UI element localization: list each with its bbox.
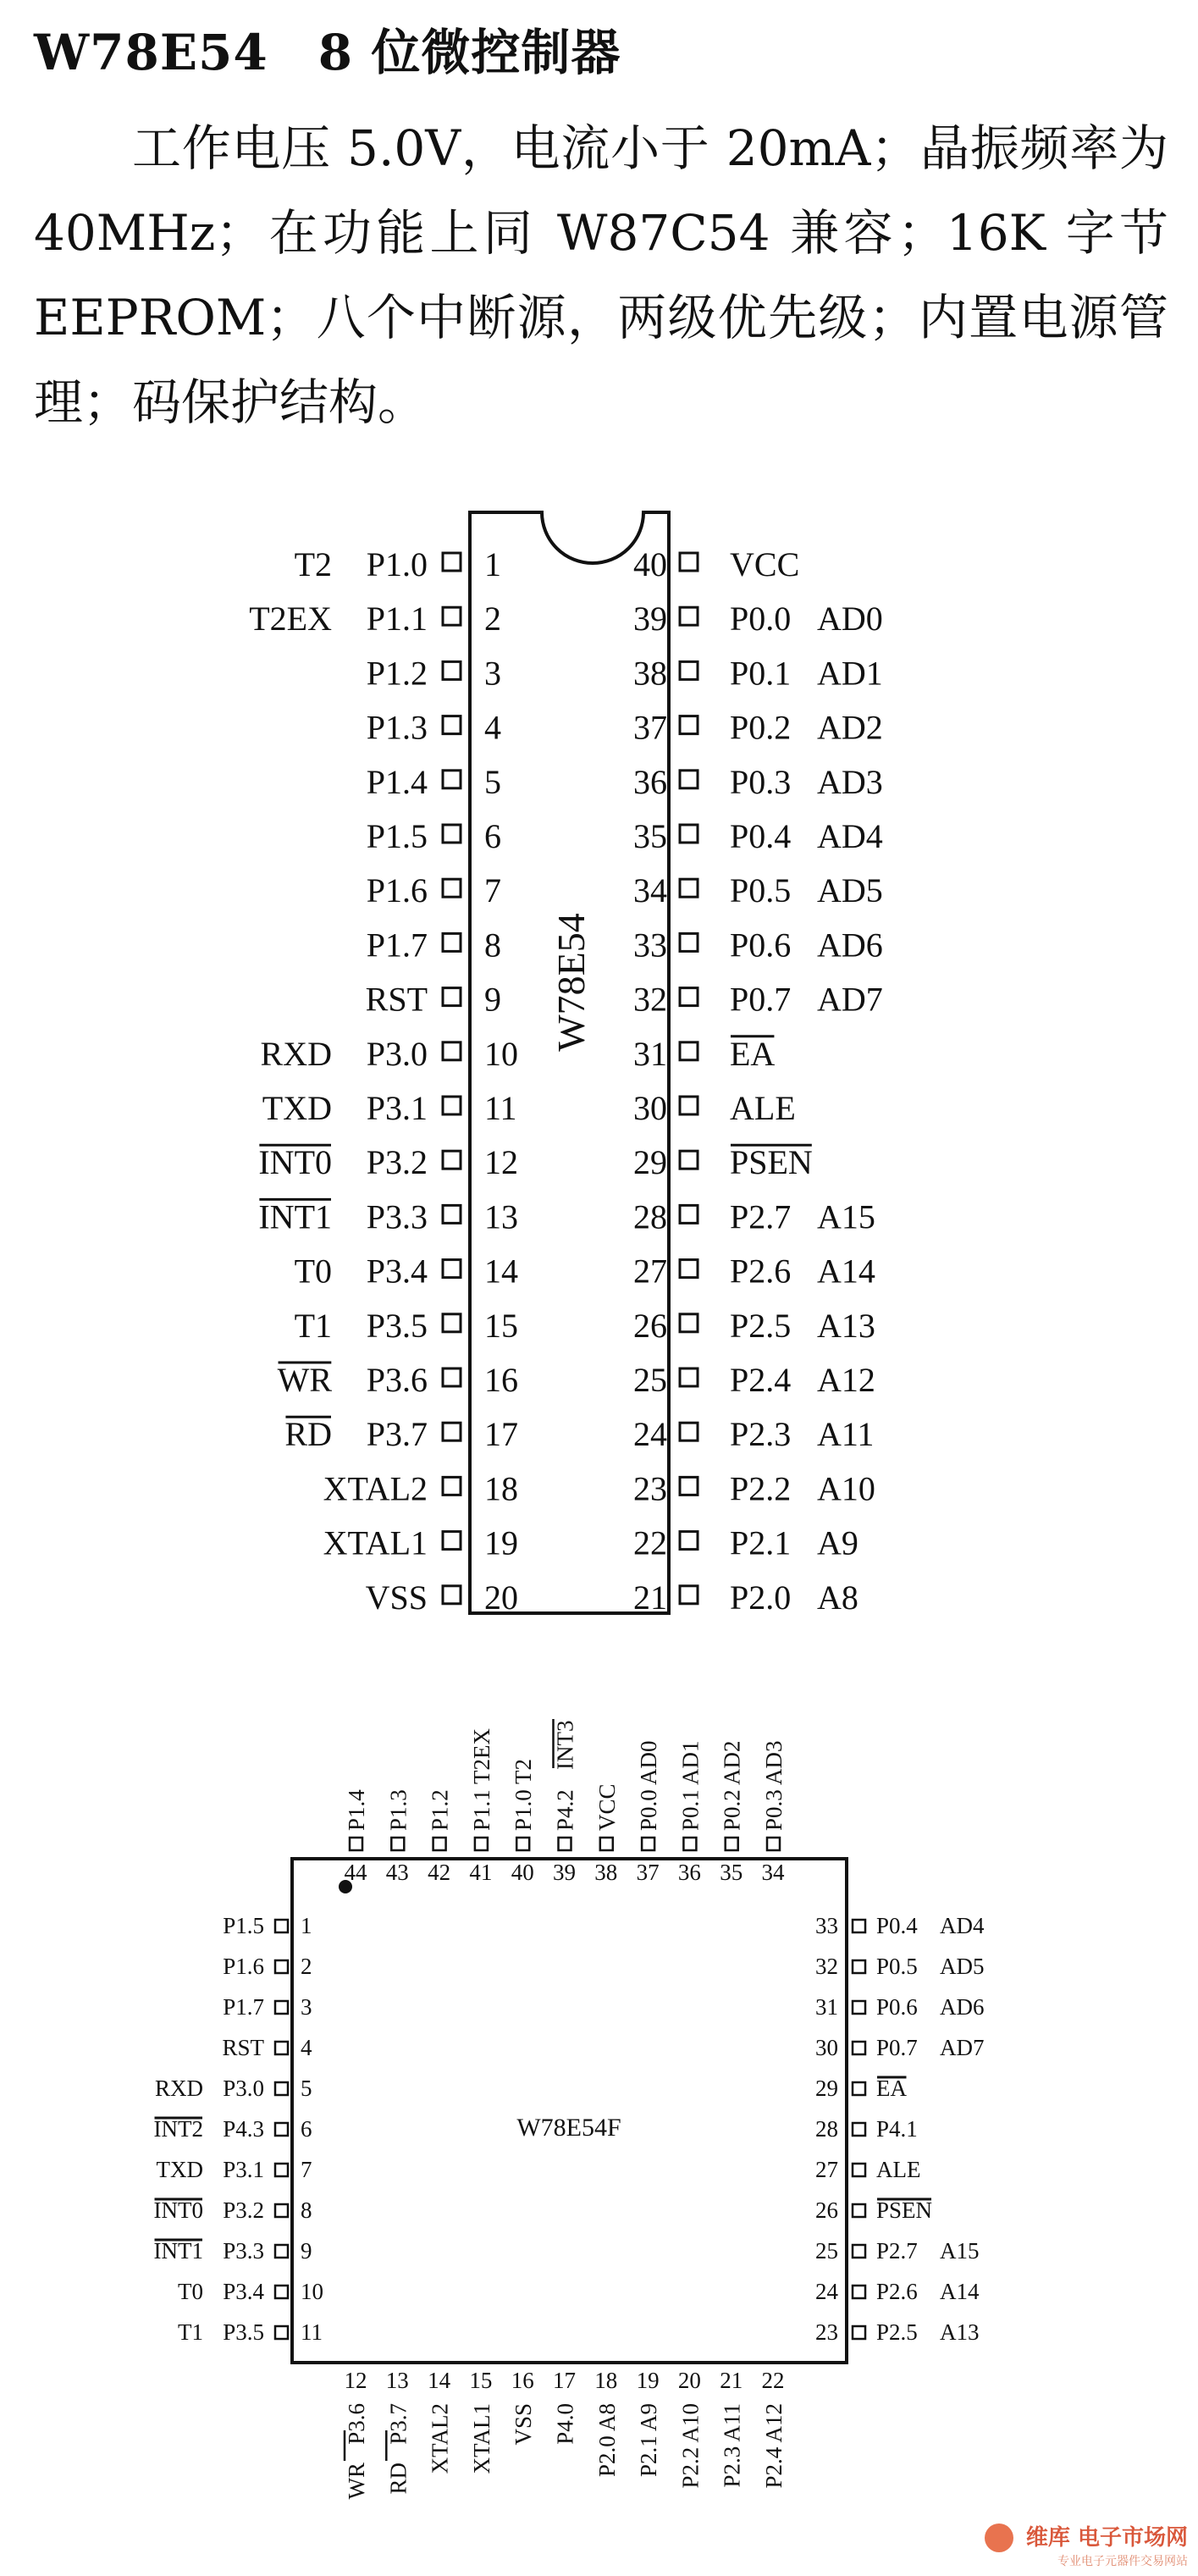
- plcc-pin-number: 8: [301, 2197, 312, 2223]
- plcc-pin-number: 18: [594, 2368, 618, 2393]
- plcc-pin-number: 5: [301, 2076, 312, 2101]
- dip-pin-port-label: P3.4: [366, 1252, 428, 1291]
- dip-pin-number: 8: [484, 926, 501, 965]
- dip-pin-number: 3: [484, 654, 501, 693]
- dip-pin-port-label: P3.7: [366, 1415, 428, 1454]
- plcc-pin-number: 35: [720, 1860, 743, 1885]
- dip-pin-number: 29: [633, 1143, 667, 1182]
- plcc-pin-number: 34: [761, 1860, 785, 1885]
- plcc-pin-number: 44: [344, 1860, 367, 1885]
- dip-pin-number: 32: [633, 980, 667, 1019]
- plcc-pin-number: 26: [815, 2197, 838, 2223]
- plcc-pin-label: P0.1 AD1: [677, 1740, 704, 1831]
- plcc-pin-box-top: [767, 1838, 780, 1850]
- dip-pin-function-label: T1: [294, 1306, 332, 1345]
- dip-pin-box-right: [680, 771, 698, 788]
- dip-pin-box-left: [443, 933, 461, 951]
- plcc-pin-label: P4.0: [552, 2403, 578, 2445]
- plcc-pin-label: P0.0 AD0: [636, 1740, 662, 1831]
- dip-pin-function-label: AD3: [817, 762, 883, 801]
- dip-pin-port-label: P2.0: [730, 1578, 792, 1617]
- plcc-pin-port-label: P1.7: [223, 1994, 264, 2020]
- plcc-pin-port-label: P4.1: [876, 2116, 918, 2142]
- plcc-chip-label: W78E54F: [516, 2114, 621, 2142]
- dip-pin-number: 1: [484, 545, 501, 583]
- dip-pin-function-label: TXD: [262, 1089, 332, 1127]
- plcc-pin-number: 4: [301, 2035, 312, 2060]
- plcc-pin-port-label: P0.7: [876, 2035, 918, 2060]
- plcc-pin-port-label: EA: [876, 2076, 907, 2101]
- plcc-pin-box-left: [275, 2001, 288, 2014]
- dip-pin-box-right: [680, 1205, 698, 1223]
- dip-pin-number: 26: [633, 1306, 667, 1345]
- plcc-chip-body: [292, 1859, 847, 2363]
- dip-pin-function-label: INT1: [258, 1197, 332, 1236]
- dip-pin-number: 31: [633, 1034, 667, 1073]
- plcc-pin-box-right: [853, 2001, 865, 2014]
- plcc-pin-port-label: PSEN: [876, 2197, 933, 2223]
- plcc-pin-number: 14: [428, 2368, 451, 2393]
- dip-pin-number: 9: [484, 980, 501, 1019]
- plcc-pin-number: 21: [720, 2368, 743, 2393]
- plcc-pin-number: 10: [301, 2279, 323, 2304]
- dip-pin-box-right: [680, 1532, 698, 1550]
- plcc-pin-label: P2.0 A8: [593, 2403, 620, 2478]
- dip-pin-number: 24: [633, 1415, 667, 1454]
- plcc-pin-port-label: P1.6: [223, 1954, 264, 1979]
- dip-pin-port-label: P1.6: [366, 871, 428, 910]
- dip-pin-box-right: [680, 1151, 698, 1169]
- plcc-pin-function-label: TXD: [156, 2157, 203, 2182]
- plcc-pin-label: P0.3 AD3: [761, 1740, 787, 1831]
- dip-pin-number: 5: [484, 762, 501, 801]
- plcc-pin-function-label: RXD: [154, 2076, 203, 2101]
- dip-pin-box-right: [680, 988, 698, 1006]
- dip-pin-port-label: P2.6: [730, 1252, 792, 1291]
- watermark-logo-text: 维库: [1025, 2524, 1070, 2551]
- dip-pin-box-right: [680, 1314, 698, 1332]
- dip-pin-number: 38: [633, 654, 667, 693]
- dip-pin-port-label: P1.3: [366, 708, 428, 747]
- dip-pin-function-label: AD1: [817, 654, 883, 693]
- plcc-pin-box-left: [275, 2123, 288, 2136]
- dip-pin-box-left: [443, 1423, 461, 1440]
- plcc-pin-number: 33: [815, 1913, 838, 1938]
- dip-pin-function-label: A12: [817, 1361, 875, 1399]
- plcc-pin-box-top: [391, 1838, 404, 1850]
- plcc-pin-port-label: P2.6: [876, 2279, 918, 2304]
- plcc-pin-label: P3.7: [385, 2403, 411, 2445]
- dip-pin-function-label: AD7: [817, 980, 883, 1019]
- plcc-pin-label: P2.4 A12: [761, 2403, 787, 2489]
- plcc-pin-port-label: RST: [222, 2035, 264, 2060]
- dip40-pinout-diagram: [0, 474, 1198, 1660]
- dip-pin-function-label: RD: [284, 1415, 332, 1454]
- dip-pin-box-left: [443, 607, 461, 625]
- plcc-pin-port-label: P3.4: [223, 2279, 264, 2304]
- dip-pin-number: 34: [633, 871, 667, 910]
- dip-pin-number: 20: [484, 1578, 518, 1617]
- dip-pin-port-label: P0.3: [730, 762, 792, 801]
- dip-pin-box-right: [680, 1260, 698, 1278]
- plcc-pin-number: 17: [553, 2368, 576, 2393]
- plcc-pin-label: P3.6: [344, 2403, 369, 2445]
- dip-pin-function-label: AD5: [817, 871, 883, 910]
- dip-pin-port-label: ALE: [730, 1089, 796, 1127]
- plcc-pin-label: P1.0 T2: [511, 1758, 537, 1831]
- dip-pin-number: 7: [484, 871, 501, 910]
- dip-pin-port-label: P3.0: [366, 1034, 428, 1073]
- plcc-pin-number: 38: [594, 1860, 618, 1885]
- plcc-pin-label: VSS: [511, 2403, 537, 2446]
- dip-pin-port-label: P3.5: [366, 1306, 428, 1345]
- plcc-pin-number: 19: [636, 2368, 660, 2393]
- dip-pin-port-label: RST: [365, 980, 428, 1019]
- plcc-pin-box-top: [600, 1838, 613, 1850]
- plcc-pin-label: P1.3: [385, 1789, 411, 1831]
- plcc-pin-number: 40: [511, 1860, 534, 1885]
- dip-pin-box-right: [680, 1042, 698, 1060]
- dip-pin-box-left: [443, 1314, 461, 1332]
- watermark-tagline: 专业电子元器件交易网站: [1057, 2555, 1188, 2568]
- site-watermark: [985, 2520, 1188, 2570]
- dip-pin-function-label: T2: [294, 545, 332, 583]
- plcc-pin-port-label: P3.0: [223, 2076, 264, 2101]
- watermark-site: 电子市场网: [1077, 2524, 1188, 2551]
- dip-pin-port-label: P2.5: [730, 1306, 792, 1345]
- dip-pin-port-label: P2.1: [730, 1523, 792, 1562]
- dip-pin-box-right: [680, 1097, 698, 1114]
- dip-pin-number: 6: [484, 817, 501, 855]
- plcc-pin-number: 32: [815, 1954, 838, 1979]
- plcc-pin-label: P1.1 T2EX: [468, 1727, 494, 1831]
- dip-pin-number: 36: [633, 762, 667, 801]
- plcc-pin-function-label: INT3: [552, 1720, 578, 1770]
- plcc-pin-number: 15: [469, 2368, 493, 2393]
- dip-pin-number: 12: [484, 1143, 518, 1182]
- dip-pin-box-left: [443, 1586, 461, 1604]
- dip-pin-port-label: P3.3: [366, 1197, 428, 1236]
- dip-pin-port-label: P3.1: [366, 1089, 428, 1127]
- dip-pin-function-label: WR: [277, 1361, 332, 1399]
- plcc-pin-box-left: [275, 2286, 288, 2298]
- plcc-pin-port-label: P0.4: [876, 1913, 918, 1938]
- plcc-pin-box-right: [853, 2326, 865, 2339]
- plcc-pin-box-right: [853, 2123, 865, 2136]
- plcc-pin-label: P1.4: [344, 1789, 369, 1831]
- plcc-pin-number: 7: [301, 2157, 312, 2182]
- plcc-pin-number: 29: [815, 2076, 838, 2101]
- plcc-pin-port-label: P0.5: [876, 1954, 918, 1979]
- dip-pin-port-label: P2.4: [730, 1361, 792, 1399]
- dip-pin-port-label: P1.7: [366, 926, 428, 965]
- plcc-pin-number: 25: [815, 2238, 838, 2264]
- dip-pin-number: 35: [633, 817, 667, 855]
- dip-pin-port-label: P0.2: [730, 708, 792, 747]
- dip-pin-function-label: A8: [817, 1578, 858, 1617]
- plcc-pin-number: 12: [344, 2368, 367, 2393]
- dip-chip-label: W78E54: [549, 913, 593, 1052]
- plcc-pin-number: 31: [815, 1994, 838, 2020]
- plcc-pin-function-label: A15: [940, 2238, 980, 2264]
- dip-pin-port-label: P0.7: [730, 980, 792, 1019]
- dip-pin-number: 11: [484, 1089, 517, 1127]
- plcc-pin-function-label: AD7: [940, 2035, 985, 2060]
- dip-pin-box-right: [680, 825, 698, 843]
- dip-pin-port-label: P0.0: [730, 600, 792, 638]
- dip-pin-port-label: PSEN: [730, 1143, 813, 1182]
- plcc-pin-port-label: P4.3: [223, 2116, 264, 2142]
- dip-pin-number: 13: [484, 1197, 518, 1236]
- dip-pin-box-left: [443, 879, 461, 897]
- plcc-pin-box-top: [559, 1838, 571, 1850]
- dip-pin-function-label: AD0: [817, 600, 883, 638]
- dip-pin-function-label: AD4: [817, 817, 883, 855]
- plcc-pin-function-label: A14: [940, 2279, 980, 2304]
- plcc-pin-port-label: P3.5: [223, 2319, 264, 2345]
- plcc-pin-function-label: INT0: [153, 2197, 203, 2223]
- plcc-pin-box-right: [853, 2042, 865, 2054]
- plcc-pin-function-label: AD4: [940, 1913, 985, 1938]
- dip-pin-port-label: VCC: [730, 545, 800, 583]
- plcc-pin-label: P2.1 A9: [636, 2403, 662, 2478]
- dip-pin-function-label: A9: [817, 1523, 858, 1562]
- plcc-pin-function-label: INT2: [153, 2116, 203, 2142]
- plcc-pin-number: 22: [761, 2368, 785, 2393]
- dip-pin-function-label: A15: [817, 1197, 875, 1236]
- plcc-pin-box-right: [853, 1920, 865, 1932]
- dip-pin-function-label: A13: [817, 1306, 875, 1345]
- plcc-pin-box-right: [853, 2082, 865, 2095]
- plcc-pin-port-label: P2.7: [876, 2238, 918, 2264]
- plcc-pin-number: 36: [677, 1860, 701, 1885]
- dip-pin-box-left: [443, 1042, 461, 1060]
- dip-pin-port-label: P1.4: [366, 762, 428, 801]
- plcc-pin-box-top: [683, 1838, 696, 1850]
- plcc-pin-function-label: AD6: [940, 1994, 985, 2020]
- dip-pin-function-label: AD6: [817, 926, 883, 965]
- plcc-pin-box-top: [475, 1838, 488, 1850]
- plcc-pin-box-right: [853, 2245, 865, 2258]
- plcc-pin-function-label: RD: [385, 2463, 411, 2495]
- plcc-pin-label: XTAL2: [427, 2403, 453, 2474]
- plcc-pin-box-left: [275, 1920, 288, 1932]
- plcc-pin-function-label: INT1: [153, 2238, 203, 2264]
- dip-pin-number: 10: [484, 1034, 518, 1073]
- plcc-pin-number: 20: [677, 2368, 701, 2393]
- dip-pin-function-label: T2EX: [249, 600, 332, 638]
- plcc-pin-label: P1.2: [427, 1789, 453, 1831]
- dip-pin-box-left: [443, 1205, 461, 1223]
- plcc-pin-box-right: [853, 2164, 865, 2176]
- dip-pin-number: 17: [484, 1415, 518, 1454]
- dip-pin-box-right: [680, 716, 698, 734]
- dip-pin-port-label: P0.1: [730, 654, 792, 693]
- dip-pin-function-label: INT0: [258, 1143, 332, 1182]
- dip-pin-number: 15: [484, 1306, 518, 1345]
- dip-pin-number: 14: [484, 1252, 518, 1291]
- dip-pin-number: 28: [633, 1197, 667, 1236]
- plcc-pin-number: 24: [815, 2279, 838, 2304]
- dip-pin-box-right: [680, 661, 698, 679]
- dip-pin-box-left: [443, 553, 461, 571]
- plcc-pin-function-label: AD5: [940, 1954, 985, 1979]
- plcc-pin-label: XTAL1: [468, 2403, 494, 2474]
- dip-pin-function-label: RXD: [260, 1034, 332, 1073]
- dip-pin-port-label: P2.3: [730, 1415, 792, 1454]
- dip-pin-box-right: [680, 1586, 698, 1604]
- plcc-pin-box-left: [275, 2326, 288, 2339]
- plcc-pin-number: 27: [815, 2157, 838, 2182]
- plcc-pin-number: 42: [428, 1860, 451, 1885]
- dip-pin-box-right: [680, 933, 698, 951]
- dip-pin-box-right: [680, 1368, 698, 1386]
- dip-pin-number: 30: [633, 1089, 667, 1127]
- plcc44-pinout-diagram: [0, 1685, 1198, 2500]
- dip-pin-number: 18: [484, 1469, 518, 1508]
- plcc-pin-port-label: P2.5: [876, 2319, 918, 2345]
- dip-pin-number: 23: [633, 1469, 667, 1508]
- plcc-pin-box-right: [853, 1960, 865, 1973]
- dip-pin-number: 27: [633, 1252, 667, 1291]
- dip-pin-box-left: [443, 988, 461, 1006]
- plcc-pin-box-left: [275, 2042, 288, 2054]
- plcc-pin-number: 9: [301, 2238, 312, 2264]
- plcc-pin-number: 13: [385, 2368, 409, 2393]
- plcc-pin-box-right: [853, 2286, 865, 2298]
- dip-pin-port-label: P0.5: [730, 871, 792, 910]
- plcc-pin-port-label: P3.3: [223, 2238, 264, 2264]
- dip-pin-port-label: P3.6: [366, 1361, 428, 1399]
- dip-pin-box-right: [680, 607, 698, 625]
- plcc-pin-box-right: [853, 2204, 865, 2217]
- plcc-pin-number: 2: [301, 1954, 312, 1979]
- dip-pin-number: 25: [633, 1361, 667, 1399]
- plcc-pin-box-left: [275, 2164, 288, 2176]
- dip-pin-box-right: [680, 879, 698, 897]
- plcc-pin-box-left: [275, 2204, 288, 2217]
- dip40-pinout-svg: [0, 474, 1198, 1660]
- dip-pin-port-label: XTAL2: [323, 1469, 428, 1508]
- plcc-pin-box-left: [275, 2082, 288, 2095]
- plcc-pin-label: VCC: [593, 1783, 620, 1831]
- dip-pin-port-label: P2.7: [730, 1197, 792, 1236]
- plcc-pin-label: P4.2: [552, 1789, 578, 1831]
- plcc-pin-box-top: [433, 1838, 446, 1850]
- plcc-pin-number: 11: [301, 2319, 323, 2345]
- plcc44-pinout-svg: [0, 1685, 1198, 2500]
- dip-pin-box-left: [443, 716, 461, 734]
- dip-pin-function-label: AD2: [817, 708, 883, 747]
- dip-pin-function-label: T0: [294, 1252, 332, 1291]
- plcc-pin-number: 37: [636, 1860, 660, 1885]
- dip-pin-port-label: P1.2: [366, 654, 428, 693]
- dip-pin-number: 2: [484, 600, 501, 638]
- plcc-pin-box-top: [350, 1838, 362, 1850]
- dip-pin-port-label: EA: [730, 1034, 776, 1073]
- plcc-pin-number: 28: [815, 2116, 838, 2142]
- dip-pin-box-right: [680, 553, 698, 571]
- dip-pin-box-left: [443, 825, 461, 843]
- dip-pin-port-label: XTAL1: [323, 1523, 428, 1562]
- plcc-pin-number: 41: [469, 1860, 493, 1885]
- plcc-pin-number: 30: [815, 2035, 838, 2060]
- plcc-pin-number: 3: [301, 1994, 312, 2020]
- plcc-pin-port-label: P1.5: [223, 1913, 264, 1938]
- plcc-pin-number: 6: [301, 2116, 312, 2142]
- dip-pin-box-left: [443, 1260, 461, 1278]
- description-paragraph: 工作电压 5.0V，电流小于 20mA；晶振频率为 40MHz；在功能上同 W87C54 兼容；16K 字节 EEPROM；八个中断源，两级优先级；内置电源管理；码保护结构。: [34, 119, 1168, 431]
- dip-pin-number: 21: [633, 1578, 667, 1617]
- plcc-pin-box-left: [275, 1960, 288, 1973]
- plcc-pin-function-label: A13: [940, 2319, 980, 2345]
- plcc-pin-number: 1: [301, 1913, 312, 1938]
- plcc-pin-function-label: T0: [178, 2279, 203, 2304]
- dip-pin-port-label: VSS: [365, 1578, 428, 1617]
- dip-pin-port-label: P2.2: [730, 1469, 792, 1508]
- dip-pin-port-label: P1.0: [366, 545, 428, 583]
- dip-pin-box-right: [680, 1477, 698, 1495]
- plcc-pin-box-left: [275, 2245, 288, 2258]
- dip-pin-number: 22: [633, 1523, 667, 1562]
- dip-pin-number: 40: [633, 545, 667, 583]
- dip-pin-box-left: [443, 661, 461, 679]
- dip-pin-number: 33: [633, 926, 667, 965]
- dip-pin-number: 39: [633, 600, 667, 638]
- dip-pin-port-label: P0.6: [730, 926, 792, 965]
- plcc-pin-port-label: P3.1: [223, 2157, 264, 2182]
- dip-pin-box-left: [443, 1368, 461, 1386]
- dip-pin-port-label: P1.5: [366, 817, 428, 855]
- page-title: W78E54 8 位微控制器: [34, 24, 621, 81]
- dip-pin-box-left: [443, 771, 461, 788]
- dip-pin-function-label: A11: [817, 1415, 875, 1454]
- plcc-pin-label: P2.3 A11: [719, 2403, 745, 2488]
- dip-pin-function-label: A14: [817, 1252, 875, 1291]
- plcc-pin-number: 43: [385, 1860, 409, 1885]
- dip-pin-number: 37: [633, 708, 667, 747]
- plcc-pin-label: P2.2 A10: [677, 2403, 704, 2489]
- dip-pin-port-label: P0.4: [730, 817, 792, 855]
- plcc-pin-box-top: [726, 1838, 738, 1850]
- dip-pin-box-left: [443, 1532, 461, 1550]
- plcc-pin-number: 16: [511, 2368, 534, 2393]
- dip-pin-box-left: [443, 1097, 461, 1114]
- dip-pin-box-left: [443, 1151, 461, 1169]
- plcc-pin-number: 39: [553, 1860, 576, 1885]
- dip-pin-number: 4: [484, 708, 501, 747]
- plcc-pin-function-label: T1: [178, 2319, 203, 2345]
- dip-pin-box-left: [443, 1477, 461, 1495]
- plcc-pin-number: 23: [815, 2319, 838, 2345]
- dip-pin-port-label: P3.2: [366, 1143, 428, 1182]
- plcc-pin-box-top: [516, 1838, 529, 1850]
- plcc-pin-port-label: P0.6: [876, 1994, 918, 2020]
- dip-pin-port-label: P1.1: [366, 600, 428, 638]
- dip-pin-number: 19: [484, 1523, 518, 1562]
- dip-pin-function-label: A10: [817, 1469, 875, 1508]
- plcc-pin-port-label: P3.2: [223, 2197, 264, 2223]
- watermark-logo-icon: [985, 2523, 1013, 2552]
- plcc-pin-function-label: WR: [344, 2463, 369, 2500]
- dip-pin-box-right: [680, 1423, 698, 1440]
- plcc-pin-port-label: ALE: [876, 2157, 921, 2182]
- plcc-pin-box-top: [642, 1838, 654, 1850]
- plcc-pin-label: P0.2 AD2: [719, 1740, 745, 1831]
- dip-pin-number: 16: [484, 1361, 518, 1399]
